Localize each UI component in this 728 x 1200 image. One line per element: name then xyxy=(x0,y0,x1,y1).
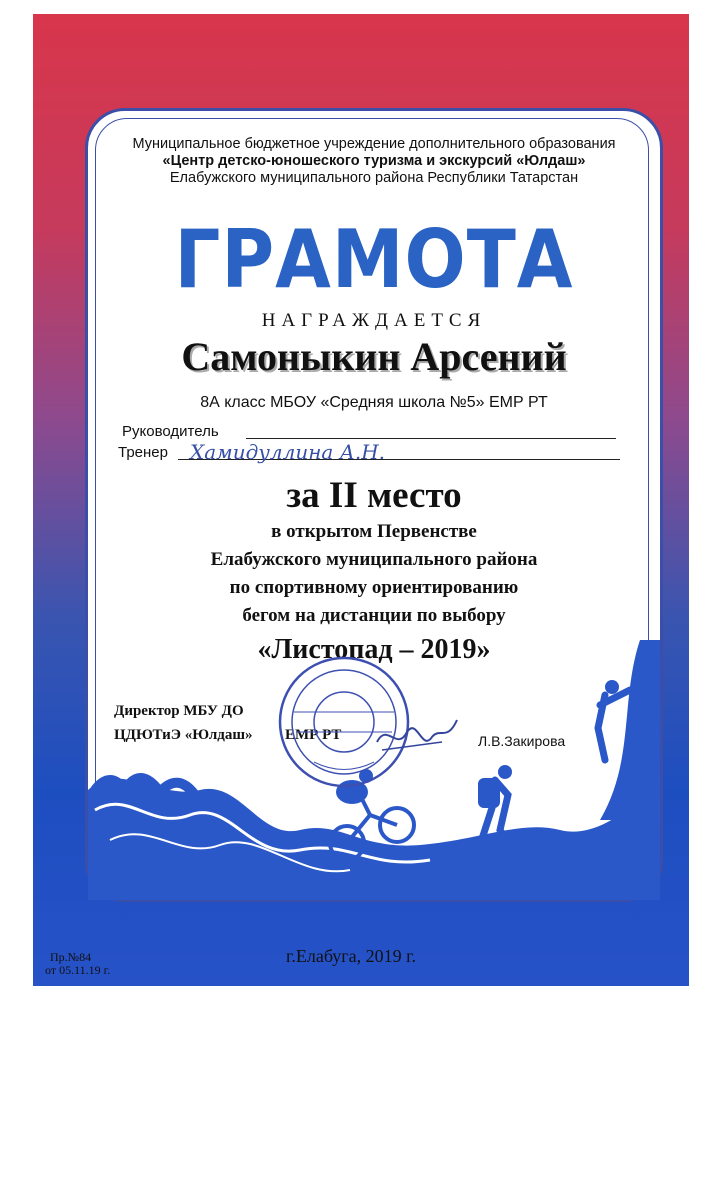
organization-line-3: Елабужского муниципального района Республики Татарстан xyxy=(169,170,579,186)
description-line-3: по спортивному ориентированию xyxy=(229,577,519,598)
certificate-title: ГРАМОТА xyxy=(174,212,574,307)
supervisor-label: Руководитель xyxy=(122,423,219,440)
director-signature xyxy=(372,712,462,762)
order-date: от 05.11.19 г. xyxy=(45,963,111,977)
city-year: г.Елабуга, 2019 г. xyxy=(286,946,417,966)
class-info: 8А класс МБОУ «Средняя школа №5» ЕМР РТ xyxy=(200,394,548,411)
description-line-2: Елабужского муниципального района xyxy=(210,549,538,570)
director-org-short: ЕМР РТ xyxy=(285,727,342,743)
director-name: Л.В.Закирова xyxy=(478,733,566,749)
organization-line-2: «Центр детско-юношеского туризма и экскурсий «Юлдаш» xyxy=(162,153,586,169)
organization-line-1: Муниципальное бюджетное учреждение дополнительного образования xyxy=(132,136,616,152)
director-position-line-1: Директор МБУ ДО xyxy=(114,703,244,719)
coach-signature: Хамидуллина А.Н. xyxy=(190,440,386,464)
place-text: за II место xyxy=(286,475,462,516)
event-name: «Листопад – 2019» xyxy=(257,634,491,665)
awarded-label: НАГРАЖДАЕТСЯ xyxy=(261,310,487,331)
coach-label: Тренер xyxy=(118,444,168,461)
recipient-name: Самоныкин Арсений xyxy=(181,334,567,379)
description-line-4: бегом на дистанции по выбору xyxy=(242,605,506,626)
description-line-1: в открытом Первенстве xyxy=(271,521,477,542)
director-position-line-2: ЦДЮТиЭ «Юлдаш» xyxy=(114,727,253,743)
order-number: Пр.№84 xyxy=(50,950,92,964)
